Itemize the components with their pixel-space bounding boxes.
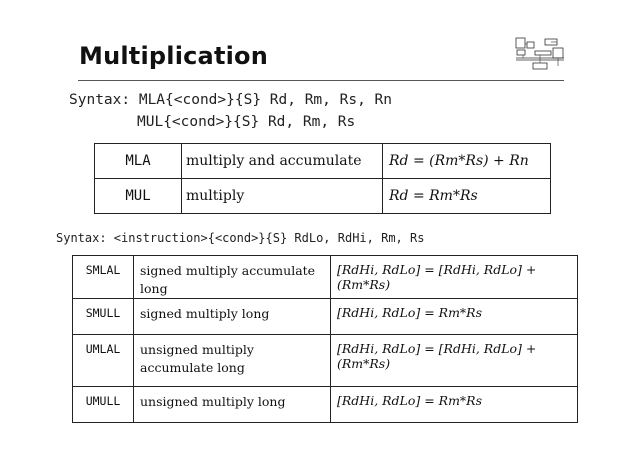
syntax-line-long: Syntax: <instruction>{<cond>}{S} RdLo, RdHi, Rm, Rs — [56, 231, 425, 245]
instruction-cell: UMLAL — [73, 335, 134, 387]
slide-title: Multiplication — [79, 42, 269, 70]
description-cell: multiply and accumulate — [182, 144, 383, 179]
multiply-table — [94, 143, 551, 214]
formula-cell: [RdHi, RdLo] = Rm*Rs — [331, 387, 578, 423]
syntax-line-mul: MUL{<cond>}{S} Rd, Rm, Rs — [137, 114, 356, 130]
formula-cell: [RdHi, RdLo] = [RdHi, RdLo] + (Rm*Rs) — [331, 256, 578, 299]
instruction-cell: SMLAL — [73, 256, 134, 299]
table-row — [73, 335, 578, 387]
table-row — [73, 387, 578, 423]
formula-cell: Rd = Rm*Rs — [383, 179, 551, 214]
instruction-cell: UMULL — [73, 387, 134, 423]
description-cell: multiply — [182, 179, 383, 214]
table-row — [95, 179, 551, 214]
formula-cell: [RdHi, RdLo] = [RdHi, RdLo] + (Rm*Rs) — [331, 335, 578, 387]
syntax-line-mla: Syntax: MLA{<cond>}{S} Rd, Rm, Rs, Rn — [69, 92, 393, 108]
formula-cell: Rd = (Rm*Rs) + Rn — [383, 144, 551, 179]
description-cell: signed multiply accumulate long — [134, 256, 331, 299]
table-row — [73, 256, 578, 299]
instruction-cell: MUL — [95, 179, 182, 214]
processor-block-diagram-thumbnail — [515, 36, 565, 76]
long-multiply-table — [72, 255, 578, 423]
description-cell: signed multiply long — [134, 299, 331, 335]
description-cell: unsigned multiply long — [134, 387, 331, 423]
description-cell: unsigned multiply accumulate long — [134, 335, 331, 387]
instruction-cell: SMULL — [73, 299, 134, 335]
table-row — [73, 299, 578, 335]
title-divider — [78, 80, 564, 81]
table-row — [95, 144, 551, 179]
instruction-cell: MLA — [95, 144, 182, 179]
formula-cell: [RdHi, RdLo] = Rm*Rs — [331, 299, 578, 335]
